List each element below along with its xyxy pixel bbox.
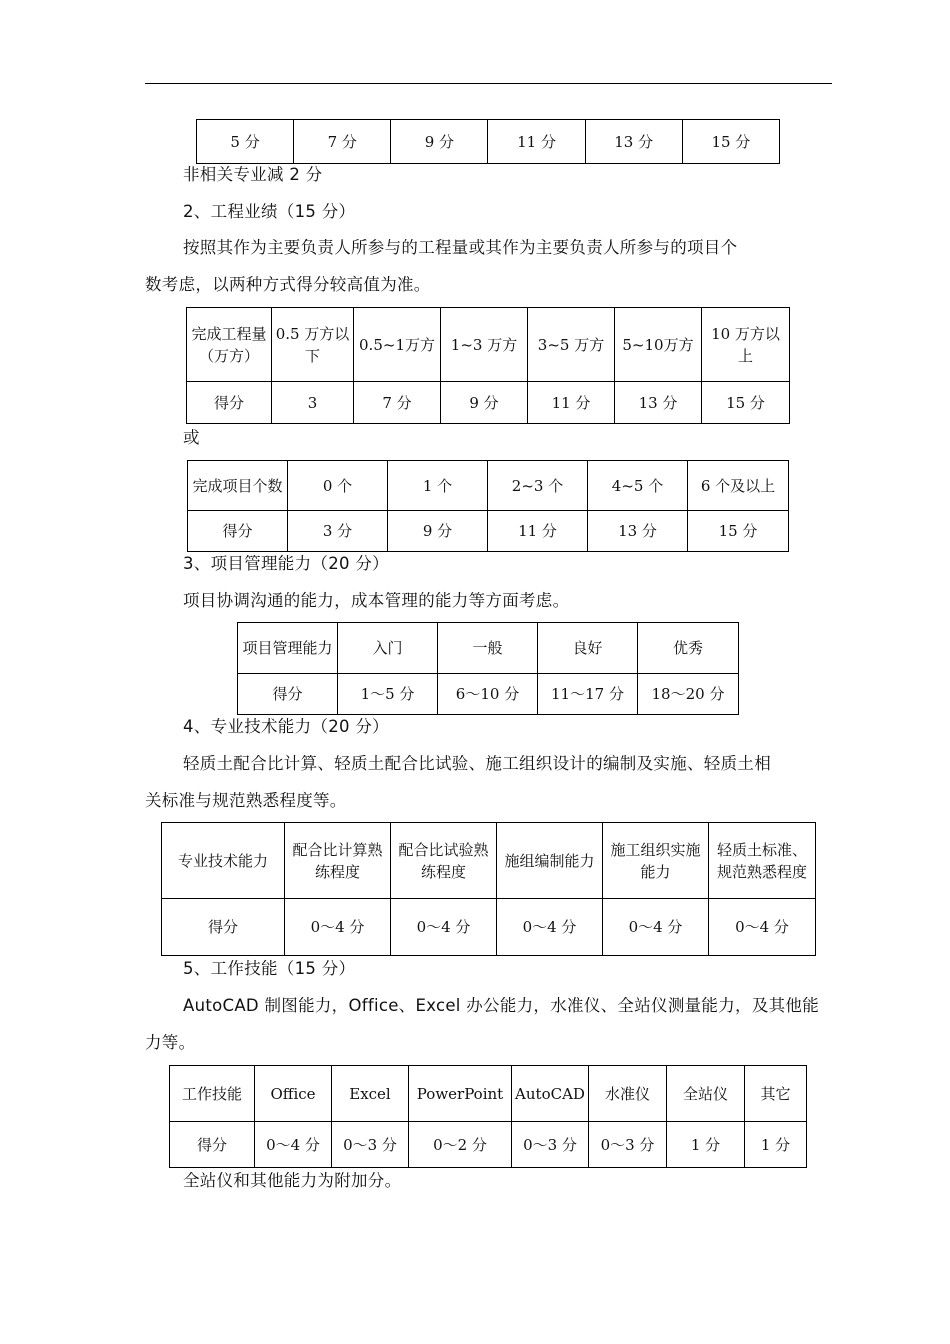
extra-points-note: 全站仪和其他能力为附加分。: [183, 1171, 402, 1190]
table-cell: 0～3 分: [512, 1122, 589, 1168]
table-header-cell: 其它: [745, 1066, 807, 1122]
project-volume-table: [186, 307, 790, 424]
technical-ability-table: [161, 822, 816, 956]
table-header-cell: 完成项目个数: [188, 461, 288, 511]
table-cell: 得分: [170, 1122, 255, 1168]
non-related-note: 非相关专业减 2 分: [183, 165, 323, 184]
table-row: [162, 899, 816, 956]
table-cell: 18～20 分: [638, 674, 739, 715]
table-cell: 1 分: [745, 1122, 807, 1168]
table-cell: 15 分: [682, 120, 779, 164]
paragraph-3: 项目协调沟通的能力，成本管理的能力等方面考虑。: [183, 591, 570, 610]
paragraph-4b: 关标准与规范熟悉程度等。: [145, 791, 347, 810]
table-cell: 1～5 分: [338, 674, 438, 715]
table-header-cell: 入门: [338, 623, 438, 674]
table-header-cell: 工作技能: [170, 1066, 255, 1122]
table-cell: 7 分: [354, 382, 441, 424]
table-row: [238, 623, 739, 674]
table-cell: 6～10 分: [438, 674, 538, 715]
score-table-top: [196, 119, 780, 164]
table-header-cell: Office: [255, 1066, 332, 1122]
table-header-cell: PowerPoint: [409, 1066, 512, 1122]
table-cell: 0～4 分: [285, 899, 391, 956]
table-cell: 得分: [187, 382, 272, 424]
table-cell: 15 分: [688, 511, 789, 552]
table-row: [187, 382, 790, 424]
table-header-cell: 3~5 万方: [528, 308, 615, 382]
table-header-cell: 全站仪: [667, 1066, 745, 1122]
table-cell: 得分: [238, 674, 338, 715]
table-cell: 15 分: [702, 382, 790, 424]
table-row: [238, 674, 739, 715]
table-cell: 0～2 分: [409, 1122, 512, 1168]
table-cell: 11 分: [528, 382, 615, 424]
table-header-cell: 施工组织实施能力: [603, 823, 709, 899]
table-header-cell: 配合比试验熟练程度: [391, 823, 497, 899]
table-header-cell: 一般: [438, 623, 538, 674]
table-row: [188, 461, 789, 511]
management-ability-table: [237, 622, 739, 715]
table-cell: 0～4 分: [709, 899, 816, 956]
table-header-cell: 完成工程量（万方）: [187, 308, 272, 382]
table-cell: 0～4 分: [603, 899, 709, 956]
table-cell: 0～4 分: [255, 1122, 332, 1168]
paragraph-2b: 数考虑，以两种方式得分较高值为准。: [145, 275, 431, 294]
table-row: [170, 1122, 807, 1168]
table-row: [170, 1066, 807, 1122]
table-cell: 13 分: [588, 511, 688, 552]
table-row: [162, 823, 816, 899]
paragraph-4a: 轻质土配合比计算、轻质土配合比试验、施工组织设计的编制及实施、轻质土相: [183, 754, 771, 773]
table-cell: 3 分: [288, 511, 388, 552]
table-header-cell: 4~5 个: [588, 461, 688, 511]
table-cell: 13 分: [615, 382, 702, 424]
table-header-cell: 配合比计算熟练程度: [285, 823, 391, 899]
table-cell: 9 分: [441, 382, 528, 424]
table-cell: 0～3 分: [589, 1122, 667, 1168]
table-cell: 0～4 分: [391, 899, 497, 956]
table-header-cell: Excel: [332, 1066, 409, 1122]
or-text: 或: [183, 428, 200, 447]
table-cell: 3: [272, 382, 354, 424]
table-cell: 得分: [162, 899, 285, 956]
table-row: [197, 120, 780, 164]
paragraph-2a: 按照其作为主要负责人所参与的工程量或其作为主要负责人所参与的项目个: [183, 238, 738, 257]
project-count-table: [187, 460, 789, 552]
table-cell: 13 分: [585, 120, 682, 164]
header-rule: [145, 83, 832, 84]
paragraph-5a: AutoCAD 制图能力，Office、Excel 办公能力，水准仪、全站仪测量能力，及其他能: [183, 996, 820, 1015]
table-row: [188, 511, 789, 552]
table-header-cell: 0.5~1万方: [354, 308, 441, 382]
table-header-cell: 项目管理能力: [238, 623, 338, 674]
table-header-cell: 5~10万方: [615, 308, 702, 382]
paragraph-5b: 力等。: [145, 1033, 196, 1052]
table-header-cell: 轻质土标准、规范熟悉程度: [709, 823, 816, 899]
table-cell: 9 分: [391, 120, 488, 164]
section-heading-2: 2、工程业绩（15 分）: [183, 202, 356, 221]
table-cell: 0～3 分: [332, 1122, 409, 1168]
section-heading-4: 4、专业技术能力（20 分）: [183, 717, 389, 736]
table-header-cell: 施组编制能力: [497, 823, 603, 899]
table-header-cell: 0.5 万方以下: [272, 308, 354, 382]
section-heading-5: 5、工作技能（15 分）: [183, 959, 356, 978]
table-header-cell: 1 个: [388, 461, 488, 511]
table-cell: 0～4 分: [497, 899, 603, 956]
section-heading-3: 3、项目管理能力（20 分）: [183, 554, 389, 573]
table-header-cell: 专业技术能力: [162, 823, 285, 899]
table-header-cell: 优秀: [638, 623, 739, 674]
table-header-cell: 水准仪: [589, 1066, 667, 1122]
table-cell: 9 分: [388, 511, 488, 552]
table-header-cell: AutoCAD: [512, 1066, 589, 1122]
table-header-cell: 10 万方以上: [702, 308, 790, 382]
table-header-cell: 1~3 万方: [441, 308, 528, 382]
table-header-cell: 良好: [538, 623, 638, 674]
table-cell: 11 分: [488, 120, 585, 164]
table-cell: 11～17 分: [538, 674, 638, 715]
table-row: [187, 308, 790, 382]
table-cell: 得分: [188, 511, 288, 552]
table-cell: 5 分: [197, 120, 294, 164]
table-cell: 1 分: [667, 1122, 745, 1168]
table-header-cell: 2~3 个: [488, 461, 588, 511]
table-header-cell: 6 个及以上: [688, 461, 789, 511]
table-header-cell: 0 个: [288, 461, 388, 511]
table-cell: 11 分: [488, 511, 588, 552]
table-cell: 7 分: [294, 120, 391, 164]
work-skills-table: [169, 1065, 807, 1168]
